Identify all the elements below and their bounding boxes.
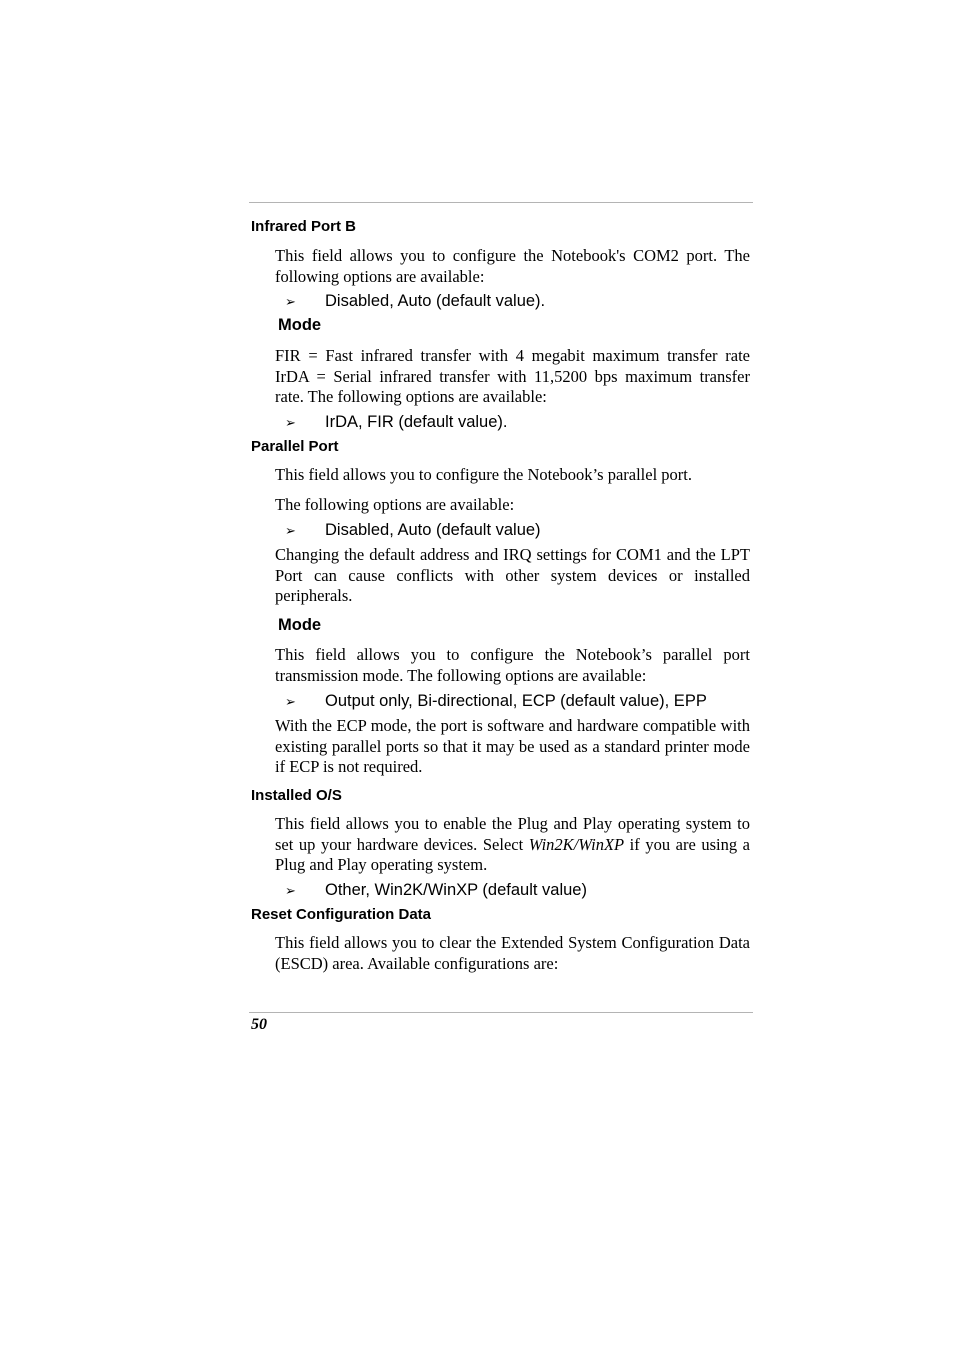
heading-infrared-port-b: Infrared Port B (251, 218, 357, 235)
heading-installed-os: Installed O/S (251, 787, 342, 804)
reset-text: This field allows you to clear the Extended System Configuration Data (ESCD) area. Available configurations are: (275, 933, 750, 973)
parallel-intro-2: The following options are available: (275, 495, 515, 514)
heading-reset-configuration-data: Reset Configuration Data (251, 906, 432, 923)
infrared-intro: This field allows you to configure the Notebook's COM2 port. The following options are available: (275, 246, 750, 286)
subheading-parallel-mode: Mode (278, 616, 322, 634)
parallel-options-item (285, 521, 541, 540)
subheading-infrared-mode: Mode (278, 316, 322, 334)
parallel-mode-options-item (285, 692, 707, 711)
ecp-note: With the ECP mode, the port is software and hardware compatible with existing parallel ports so that it may be used as a standard printer mode if ECP is not required. (275, 716, 750, 776)
os-text-emphasis: Win2K/WinXP (528, 834, 625, 854)
heading-parallel-port: Parallel Port (251, 438, 339, 455)
bullet-arrow-icon: ➢ (285, 416, 296, 431)
bullet-arrow-icon: ➢ (285, 524, 296, 539)
parallel-mode-options-text: Output only, Bi-directional, ECP (default value), EPP (325, 692, 707, 710)
bottom-divider (249, 1012, 753, 1013)
infrared-options-text: Disabled, Auto (default value). (325, 292, 546, 310)
infrared-options-item (285, 292, 545, 311)
infrared-mode-options-item (285, 413, 507, 432)
parallel-note: Changing the default address and IRQ settings for COM1 and the LPT Port can cause conflicts with other system devices or installed peripherals. (275, 545, 750, 605)
parallel-intro: This field allows you to configure the Notebook’s parallel port. (275, 465, 692, 484)
os-text-before: This field allows you to enable the Plug and Play operating system to set up your hardware devices. Select (275, 814, 750, 854)
parallel-mode-text: This field allows you to configure the Notebook’s parallel port transmission mode. The following options are available: (275, 645, 750, 685)
top-divider (249, 202, 753, 203)
bullet-arrow-icon: ➢ (285, 295, 296, 310)
infrared-mode-options-text: IrDA, FIR (default value). (325, 413, 508, 431)
parallel-options-text: Disabled, Auto (default value) (325, 521, 541, 539)
os-options-item (285, 881, 587, 900)
bullet-arrow-icon: ➢ (285, 884, 296, 899)
infrared-mode-text: FIR = Fast infrared transfer with 4 megabit maximum transfer rate IrDA = Serial infrared transfer with 11,5200 bps maximum transfer rate. The following options are available: (275, 346, 750, 406)
page-number: 50 (251, 1016, 267, 1033)
os-options-text: Other, Win2K/WinXP (default value) (325, 881, 587, 899)
os-text-after: if you are using a Plug and Play operating system. (275, 834, 750, 874)
bullet-arrow-icon: ➢ (285, 695, 296, 710)
os-text (275, 814, 750, 876)
